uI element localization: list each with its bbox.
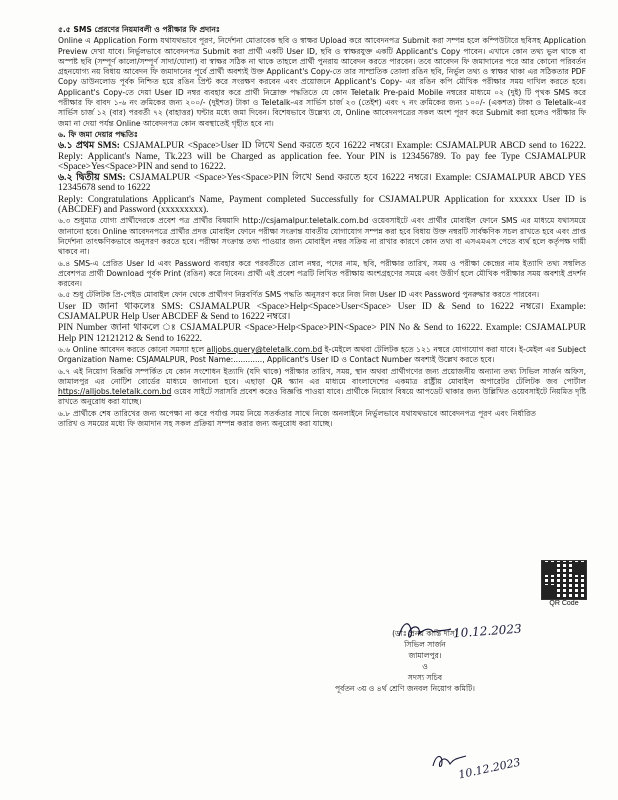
support-email-link[interactable]: alljobs.query@teletalk.com.bd [206, 344, 323, 354]
signatory-name: (ডাঃ প্রনয় কান্তি দাস) [392, 629, 458, 638]
section-6-heading: ৬. ফি জমা দেয়ার পদ্ধতিঃ [58, 129, 138, 139]
signatory-title: সিভিল সার্জন [404, 640, 446, 649]
notice-body [58, 24, 586, 430]
section-6-7-intro: ৬.৭ এই নিয়োগ বিজ্ঞপ্তি সম্পর্কিত যে কোন সংশোধন ইত্যাদি (যদি থাকে) পরীক্ষার তারিখ, সময়, স্থান অথবা প্রার্থীগণের জন্য প্রয়োজনীয় অন্যান্য তথ্য সিভিল সার্জন অফিস, জামালপুর এর নোটিশ বোর্ডের মাধ্যমে জানানো হবে। এছাড়া QR স্ক্যান এর মাধ্যমে বাংলাদেশের একমাত্র রাষ্ট্রীয় মোবাইল অপারেটর টেলিটক জব পোর্টাল [58, 366, 586, 386]
second-signature-date: 10.12.2023 [457, 755, 522, 782]
pin-recovery-line: PIN Number জানা থাকলে ঃ CSJAMALPUR <Space>Help<Space>PIN<Space> PIN No & Send to 16222. Example: CSJAMALPUR Help PIN 12121212 & Send to 16222. [58, 323, 586, 344]
second-sms-label: ৬.২ দ্বিতীয় SMS: [58, 173, 126, 184]
first-sms-command: CSJAMALPUR <Space>User ID লিখে Send করতে হবে 16222 নম্বরে। [123, 141, 394, 152]
section-6-6 [58, 345, 586, 366]
section-6-7 [58, 367, 586, 408]
committee-name: পূর্বতন ৩য় ও ৪র্থ শ্রেণি জনবল নিয়োগ কমিটি। [334, 684, 476, 693]
signatory-block [330, 628, 520, 694]
second-sms-reply: Reply: Congratulations Applicant's Name, Payment completed Successfully for CSJAMALPUR Application for xxxxxx User ID is (ABCDEF) and Password (xxxxxxxxx). [58, 194, 586, 216]
section-6-7-rest: ওয়েব সাইটে সরাসরি প্রবেশ করেও বিজ্ঞপ্তি পাওয়া যাবে। প্রার্থীকে নিয়োগ বিষয়ে আপডেট থাকার জন্য উল্লিখিত ওয়েবসাইটে নিয়মিত দৃষ্টি রাখতে অনুরোধ করা যাচ্ছে। [58, 387, 586, 407]
section-6-6-rest: ই-মেইলে অথবা টেলিটক হতে ১২১ নম্বরে যোগাযোগ করা যাবে। ই-মেইল এর Subject Organization Name: CSJAMALPUR, Post Name:............, Applicant's User ID ও Contact Number অবশ্যই উল্লেখ করতে হবে। [58, 344, 586, 365]
section-5-5-body: Online এ Application Form যথাযথভাবে পূরণ, নির্দেশনা মোতাবেক ছবি ও স্বাক্ষর Upload করে আবেদনপত্র Submit করা সম্পন্ন হলে কম্পিউটারে ছবিসহ Application Preview দেখা যাবে। নির্ভুলভাবে আবেদনপত্র Submit করা প্রার্থী একটি User ID, ছবি ও স্বাক্ষরযুক্ত একটি Applicant's Copy পাবেন। এখানে কোন তথ্য ভুল থাকে বা অস্পষ্ট ছবি (সম্পূর্ণ কালো/সম্পূর্ণ সাদা/ঘোলা) বা স্বাক্ষর সঠিক না থাকে তাহলে প্রার্থী পুনরায় আবেদন করতে পারবেন। তবে আবেদন ফি জমাদানের পরে আর কোনো পরিবর্তন গ্রহনযোগ্য নয় বিধায় আবেদন ফি জমাদানের পূর্বে প্রার্থী অবশ্যই উক্ত Applicant's Copy-তে তার সাম্প্রতিক তোলা রঙিন ছবি, নির্ভুল তথ্য ও স্বাক্ষর থাকা এর সঠিকতার PDF Copy ডাউনলোড পূর্বক নিশ্চিত হয়ে রঙিন প্রিন্ট করে সংরক্ষণ করবেন এবং প্রয়োজনে Applicant's Copy- এর রঙিন কপি মৌখিক পরীক্ষার সময় দাখিল করতে হবে। Applicant's Copy-তে দেয়া User ID নম্বর ব্যবহার করে প্রার্থী নিম্নোক্ত পদ্ধতিতে যে কোন Teletalk Pre-paid Mobile নম্বরের মাধ্যমে ০২ (দুই) টি পৃথক SMS করে পরীক্ষার ফি বাবদ ১-৬ নং ক্রমিকের জন্য ২০০/- (দুইশত) টাকা ও Teletalk-এর সার্ভিস চার্জ ২৩ (তেইশ) এবং ৭ নং ক্রমিকের জন্য ১০০/- (একশত) টাকা ও Teletalk-এর সার্ভিস চার্জ ১২ (বার) পরবর্তী ৭২ (বাহাত্তর) ঘন্টার মধ্যে জমা দিবেন। বিশেষভাবে উল্লেখ্য যে, Online আবেদনপত্রের সকল অংশ পূরণ করে Submit করা হলেও পরীক্ষার ফি জমা না দেয়া পর্যন্ত Online আবেদনপত্র কোন অবস্থাতেই গৃহীত হবে না। [58, 36, 586, 128]
userid-recovery-line: User ID জানা থাকলেঃ SMS: CSJAMALPUR <Space>Help<Space>User<Space> User ID & Send to 16222 নম্বরে। Example: CSJAMALPUR Help User ABCDEF & Send to 16222 নম্বরে। [58, 301, 586, 323]
section-5-5-heading: ৫.৫ SMS প্রেরণের নিয়মাবলী ও পরীক্ষার ফি প্রদানঃ [58, 25, 220, 34]
section-6-2 [58, 173, 586, 194]
section-6-1 [58, 141, 586, 172]
first-sms-label: ৬.১ প্রথম SMS: [58, 141, 120, 152]
section-6-6-intro: ৬.৬ Online আবেদন করতে কোনো সমস্যা হলে [58, 344, 207, 354]
signatory-location: জামালপুর। [408, 651, 442, 660]
signatory-and: ও [422, 662, 428, 671]
qr-code-label: QR Code [549, 600, 579, 607]
second-sms-command: CSJAMALPUR <Space>Yes<Space>PIN লিখে Send করতে হবে 16222 নম্বরে। [129, 173, 432, 184]
qr-code-image[interactable] [541, 560, 587, 600]
signatory-role: সদস্য সচিব [407, 673, 443, 682]
section-6-8: ৬.৮ প্রার্থীকে শেষ তারিখের জন্য অপেক্ষা না করে পর্যাপ্ত সময় নিয়ে সতর্কতার সাথে নিজে অনলাইনে নির্ভুলভাবে যথাযথভাবে আবেদনপত্র পূরণ এবং নির্ধারিত তারিখ ও সময়ের মধ্যে ফি জমাদান সহ সকল প্রক্রিয়া সম্পন্ন করার জন্য অনুরোধ করা যাচ্ছে। [58, 408, 536, 428]
section-6-3: ৬.৩ শুধুমাত্র যোগ্য প্রার্থীদেরকে প্রবেশ পত্র প্রার্থীর বিষয়াদি http://csjamalpur.teletalk.com.bd ওয়েবসাইটে এবং প্রার্থীর মোবাইল ফোনে SMS এর মাধ্যমে যথাসময়ে জানানো হবে। Online আবেদনপত্রে প্রার্থীর প্রদত্ত মোবাইল ফোনে পরীক্ষা সংক্রান্ত যাবতীয় যোগাযোগ সম্পন্ন করা হবে বিধায় উক্ত নম্বরটি সার্বক্ষণিক সচল রাখতে হবে এবং প্রাপ্ত নির্দেশনা তাৎক্ষণিকভাবে অনুসরণ করতে হবে। পরীক্ষা সংক্রান্ত তথ্য পাওয়ার জন্য মোবাইল নম্বর সক্রিয় না রাখার কারণে কোন তথ্য বা এসএমএস পেতে ব্যর্থ হলে কর্তৃপক্ষ দায়ী থাকবে না। [58, 216, 586, 257]
signature-date: 10.12.2023 [452, 621, 523, 641]
section-6-5: ৬.৫ শুধু টেলিটক প্রি-পেইড মোবাইল ফোন থেকে প্রার্থীগণ নিম্নবর্ণিত SMS পদ্ধতি অনুসরণ করে নিজ নিজ User ID এবং Password পুনরুদ্ধার করতে পারবেন। [58, 290, 540, 300]
job-portal-link[interactable]: https://alljobs.teletalk.com.bd [58, 387, 172, 397]
second-sms-example: Example: CSJAMALPUR ABCD YES 12345678 send to 16222 [58, 173, 587, 194]
first-sms-example: Example: CSJAMALPUR ABCD send to 16222. Reply: Applicant's Name, Tk.223 will be Charged as application fee. Your PIN is 123456789. To pay fee Type CSJAMALPUR <Space>Yes<Space>PIN and send to 16222. [58, 141, 587, 172]
section-6-4: ৬.৪ SMS-এ প্রেরিত User Id এবং Password ব্যবহার করে পরবর্তীতে রোল নম্বর, পদের নাম, ছবি, পরীক্ষার তারিখ, সময় ও পরীক্ষা কেন্দ্রের নাম ইত্যাদি তথ্য সম্বলিত প্রবেশপত্র প্রার্থী Download পূর্বক Print (রঙিন) করে নিবেন। প্রার্থী এই প্রবেশ পত্রটি লিখিত পরীক্ষায় অংশগ্রহণের সময়ে এবং উত্তীর্ণ হলে মৌখিক পরীক্ষার সময় অবশ্যই প্রদর্শন করবেন। [58, 258, 586, 289]
